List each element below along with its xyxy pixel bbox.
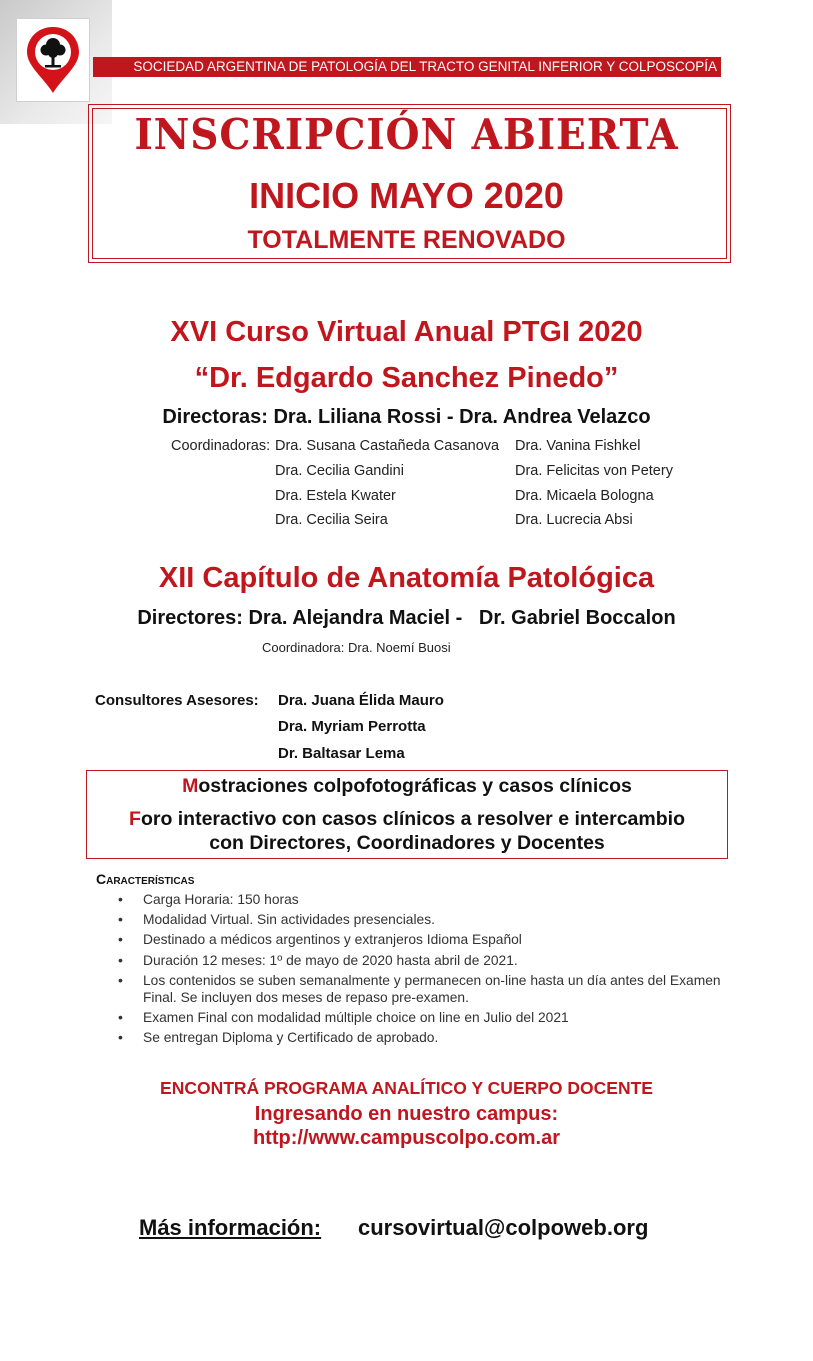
feature-line-forum	[86, 808, 728, 831]
feature-line-photographs	[86, 775, 728, 798]
start-date: INICIO MAYO 2020	[249, 175, 564, 216]
coordinator-name: Dra. Susana Castañeda Casanova	[275, 438, 500, 454]
contact-email-link[interactable]: cursovirtual@colpoweb.org	[358, 1215, 649, 1240]
characteristics-list	[118, 891, 738, 1049]
more-info-label: Más información:	[139, 1215, 322, 1240]
society-header-bar: SOCIEDAD ARGENTINA DE PATOLOGÍA DEL TRACTO GENITAL INFERIOR Y COLPOSCOPÍA	[93, 57, 721, 77]
coordinator-name: Dra. Cecilia Seira	[275, 512, 388, 528]
list-item: • Destinado a médicos argentinos y extranjeros Idioma Español	[118, 931, 738, 948]
consultant-name: Dra. Myriam Perrotta	[278, 718, 426, 735]
characteristics-heading: Características	[96, 871, 195, 887]
feature-text: ostraciones colpofotográficas y casos clínicos	[198, 775, 632, 797]
campus-intro: Ingresando en nuestro campus:	[254, 1103, 559, 1125]
list-item: • Carga Horaria: 150 horas	[118, 891, 738, 908]
feature-initial: M	[182, 775, 199, 797]
feature-initial: F	[129, 808, 141, 830]
course-honoree: “Dr. Edgardo Sanchez Pinedo”	[194, 362, 619, 394]
list-item: • Modalidad Virtual. Sin actividades presenciales.	[118, 911, 738, 928]
society-logo-icon	[17, 19, 89, 101]
coordinators-label: Coordinadoras:	[171, 438, 271, 454]
list-item: • Examen Final con modalidad múltiple choice on line en Julio del 2021	[118, 1009, 738, 1026]
feature-text: oro interactivo con casos clínicos a resolver e intercambio	[140, 808, 685, 830]
consultant-name: Dr. Baltasar Lema	[278, 745, 405, 762]
list-item: • Los contenidos se suben semanalmente y permanecen on-line hasta un día antes del Examen Final. Se incluyen dos meses de repaso pre-examen.	[118, 972, 738, 1006]
course-title: XVI Curso Virtual Anual PTGI 2020	[170, 316, 643, 348]
chapter-directors: Directores: Dra. Alejandra Maciel - Dr. Gabriel Boccalon	[137, 607, 676, 629]
registration-open-title: INSCRIPCIÓN ABIERTA	[134, 110, 679, 159]
consultants-label: Consultores Asesores:	[95, 692, 259, 709]
coordinator-name: Dra. Micaela Bologna	[515, 488, 654, 504]
list-item: • Duración 12 meses: 1º de mayo de 2020 hasta abril de 2021.	[118, 952, 738, 969]
feature-line-forum-continued: con Directores, Coordinadores y Docentes	[209, 832, 605, 854]
program-callout: ENCONTRÁ PROGRAMA ANALÍTICO Y CUERPO DOCENTE	[160, 1078, 653, 1098]
course-directors: Directoras: Dra. Liliana Rossi - Dra. Andrea Velazco	[162, 406, 651, 428]
logo-frame	[16, 18, 90, 102]
coordinator-name: Dra. Vanina Fishkel	[515, 438, 641, 454]
campus-link[interactable]: http://www.campuscolpo.com.ar	[252, 1127, 561, 1149]
list-item: • Se entregan Diploma y Certificado de aprobado.	[118, 1029, 738, 1046]
coordinator-name: Dra. Estela Kwater	[275, 488, 396, 504]
consultant-name: Dra. Juana Élida Mauro	[278, 692, 444, 709]
coordinator-name: Dra. Felicitas von Petery	[515, 463, 673, 479]
coordinator-name: Dra. Cecilia Gandini	[275, 463, 404, 479]
renewed-tagline: TOTALMENTE RENOVADO	[247, 226, 566, 254]
chapter-coordinator: Coordinadora: Dra. Noemí Buosi	[262, 640, 451, 655]
coordinator-name: Dra. Lucrecia Absi	[515, 512, 633, 528]
chapter-title: XII Capítulo de Anatomía Patológica	[158, 562, 655, 594]
